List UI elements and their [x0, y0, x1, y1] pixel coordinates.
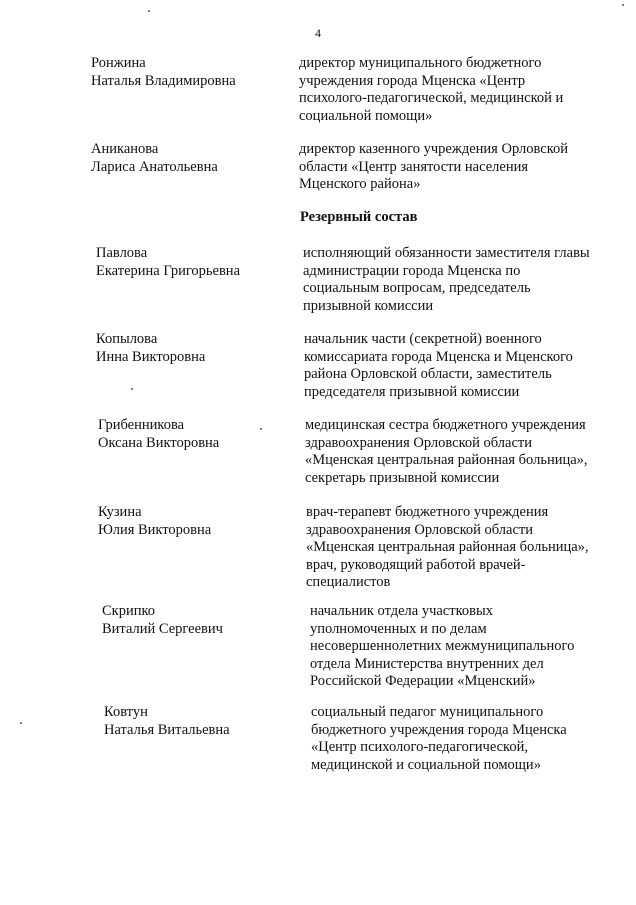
reserve-member-role — [310, 603, 574, 691]
member-surname: Ронжина — [91, 55, 146, 71]
reserve-member-name — [102, 603, 223, 638]
member-given-names: Наталья Владимировна — [91, 72, 236, 89]
reserve-member-name — [104, 704, 230, 739]
role-line: здравоохранения Орловской области — [306, 521, 533, 538]
role-line: бюджетного учреждения города Мценска — [311, 721, 567, 738]
reserve-member-name — [96, 245, 240, 280]
member-given-names: Лариса Анатольевна — [91, 158, 218, 175]
role-line: комиссариата города Мценска и Мценского — [304, 348, 573, 365]
member-surname: Ковтун — [104, 704, 148, 720]
role-line: района Орловской области, заместитель — [304, 366, 552, 382]
reserve-member-role — [303, 245, 590, 315]
scan-speck — [131, 388, 133, 390]
member-role — [299, 141, 568, 194]
reserve-member-role — [306, 504, 589, 592]
role-line: секретарь призывной комиссии — [305, 469, 500, 486]
member-name — [91, 141, 218, 176]
role-line: социальной помощи» — [299, 107, 433, 124]
role-line: учреждения города Мценска «Центр — [299, 72, 526, 89]
role-line: председателя призывной комиссии — [304, 383, 520, 400]
role-line: медицинской и социальной помощи» — [311, 756, 541, 773]
scan-speck — [260, 428, 262, 430]
role-line: врач-терапевт бюджетного учреждения — [306, 504, 549, 520]
page-number: 4 — [315, 26, 321, 40]
role-line: психолого-педагогической, медицинской и — [299, 90, 564, 106]
role-line: Российской Федерации «Мценский» — [310, 673, 536, 689]
member-surname: Копылова — [96, 331, 158, 347]
reserve-member-name — [98, 417, 219, 452]
role-line: области «Центр занятости населения — [299, 158, 529, 175]
role-line: начальник части (секретной) военного — [304, 331, 542, 347]
role-line: социальным вопросам, председатель — [303, 280, 531, 296]
reserve-member-role — [304, 331, 573, 401]
role-line: здравоохранения Орловской области — [305, 434, 532, 451]
reserve-member-name — [96, 331, 205, 366]
member-role — [299, 55, 563, 125]
scan-speck — [148, 10, 150, 12]
role-line: несовершеннолетних межмуниципального — [310, 638, 575, 654]
role-line: начальник отдела участковых — [310, 603, 493, 619]
role-line: директор казенного учреждения Орловской — [299, 141, 569, 157]
role-line: врач, руководящий работой врачей- — [306, 556, 526, 573]
role-line: администрации города Мценска по — [303, 262, 521, 279]
reserve-member-role — [311, 704, 567, 774]
member-given-names: Виталий Сергеевич — [102, 620, 223, 637]
scan-speck — [20, 722, 22, 724]
reserve-member-name — [98, 504, 211, 539]
member-surname: Грибенникова — [98, 417, 185, 433]
scan-speck — [622, 4, 624, 6]
role-line: специалистов — [306, 574, 391, 590]
role-line: «Центр психолого-педагогической, — [311, 739, 528, 755]
role-line: Мценского района» — [299, 176, 421, 192]
role-line: исполняющий обязанности заместителя главы — [303, 245, 590, 261]
role-line: «Мценская центральная районная больница», — [305, 452, 588, 468]
reserve-member-role — [305, 417, 588, 487]
member-surname: Аниканова — [91, 141, 159, 157]
role-line: директор муниципального бюджетного — [299, 55, 542, 71]
role-line: уполномоченных и по делам — [310, 620, 487, 637]
member-given-names: Екатерина Григорьевна — [96, 262, 241, 279]
member-surname: Скрипко — [102, 603, 156, 619]
role-line: медицинская сестра бюджетного учреждения — [305, 417, 586, 433]
role-line: социальный педагог муниципального — [311, 704, 544, 720]
role-line: призывной комиссии — [303, 297, 434, 314]
reserve-heading: Резервный состав — [300, 209, 418, 225]
role-line: отдела Министерства внутренних дел — [310, 655, 544, 672]
member-surname: Павлова — [96, 245, 148, 261]
member-given-names: Инна Викторовна — [96, 348, 206, 365]
member-name — [91, 55, 236, 90]
role-line: «Мценская центральная районная больница», — [306, 539, 589, 555]
member-given-names: Наталья Витальевна — [104, 721, 230, 738]
member-given-names: Юлия Викторовна — [98, 521, 212, 538]
member-given-names: Оксана Викторовна — [98, 434, 220, 451]
member-surname: Кузина — [98, 504, 142, 520]
